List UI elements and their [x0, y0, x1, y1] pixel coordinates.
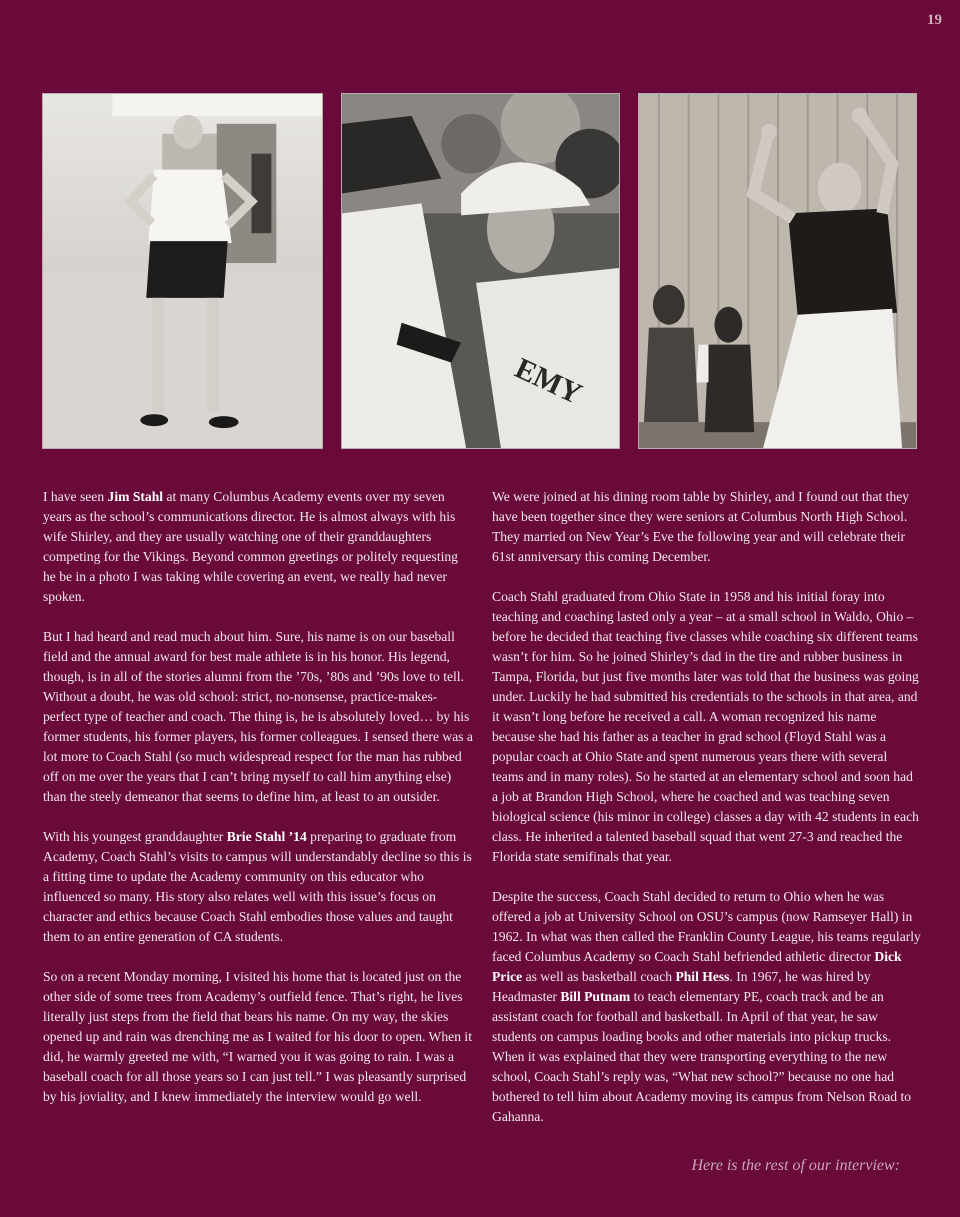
article-paragraph [43, 827, 473, 947]
paragraph-text: Despite the success, Coach Stahl decided to return to Ohio when he was offered a job at University School on OSU’s campus (now Ramseyer Hall) in 1962. In what was then called the Franklin County League, his teams regularly faced Columbus Academy so Coach Stahl befriended athletic director [492, 889, 921, 964]
coach-with-baseball-player-photo [341, 93, 620, 449]
paragraph-text: We were joined at his dining room table by Shirley, and I found out that they have been together since they were seniors at Columbus North High School. They married on New Year’s Eve the following year and will celebrate their 61st anniversary this coming December. [492, 489, 910, 564]
coach-cheering-on-stage-photo [638, 93, 917, 449]
person-name: Brie Stahl ’14 [226, 829, 307, 844]
paragraph-text: preparing to graduate from Academy, Coach Stahl’s visits to campus will understandably decline so this is a fitting time to update the Academy community on this educator who influenced so many. His story also relates well with this issue’s focus on character and ethics because Coach Stahl embodies those values and taught them to an entire generation of CA students. [43, 829, 472, 944]
person-name: Phil Hess [675, 969, 730, 984]
svg-text:EMY: EMY [509, 351, 587, 411]
article-paragraph [492, 587, 922, 867]
paragraph-text: But I had heard and read much about him. Sure, his name is on our baseball field and the annual award for best male athlete is in his honor. His legend, though, is in all of the stories alumni from the ’70s, ’80s and ’90s love to tell. Without a doubt, he was old school: strict, no-nonsense, practice-makes-perfect type of teacher and coach. The thing is, he is absolutely loved… by his former students, his former players, his former colleagues. I sensed there was a lot more to Coach Stahl (so much widespread respect for the man has rubbed off on me over the years that I can’t bring myself to call him anything else) than the steely demeanor that seems to define him, at least to an outsider. [43, 629, 473, 804]
paragraph-text: With his youngest granddaughter [43, 829, 227, 844]
paragraph-text: at many Columbus Academy events over my seven years as the school’s communications director. He is almost always with his wife Shirley, and they are usually watching one of their granddaughters competing for the Vikings. Beyond common greetings or politely requesting he be in a photo I was taking while covering an event, we really had never spoken. [43, 489, 458, 604]
coach-standing-hallway-photo [42, 93, 323, 449]
paragraph-text: . In 1967, he was hired by Headmaster [492, 969, 871, 1004]
person-name: Bill Putnam [560, 989, 631, 1004]
article-left-column [43, 487, 473, 1107]
paragraph-text: Coach Stahl graduated from Ohio State in 1958 and his initial foray into teaching and coaching lasted only a year – at a small school in Waldo, Ohio – before he decided that teaching five classes while coaching six different teams wasn’t for him. So he joined Shirley’s dad in the tire and rubber business in Tampa, Florida, but just five months later was told that the business was going under. Luckily he had submitted his credentials to the schools in that area, and it wasn’t long before he received a call. A woman recognized his name because she had his father as a teacher in grad school (Floyd Stahl was a popular coach at Ohio State and spent numerous years there with several teams and in many roles). So he started at an elementary school and soon had a job at Brandon High School, where he coached and was teaching seven biological science (his minor in college) classes a day with 42 students in each class. He inherited a talented baseball squad that went 27-3 and reached the Florida state semifinals that year. [492, 589, 919, 864]
person-name: Jim Stahl [107, 489, 164, 504]
paragraph-text: I have seen [43, 489, 108, 504]
article-right-column [492, 487, 922, 1127]
article-paragraph [43, 487, 473, 607]
paragraph-text: to teach elementary PE, coach track and be an assistant coach for football and basketball. In April of that year, he saw students on campus loading books and other materials into pickup trucks. When it was explained that they were transporting everything to the new school, Coach Stahl’s reply was, “What new school?” because no one had bothered to tell him about Academy moving its campus from Nelson Road to Gahanna. [492, 989, 912, 1124]
article-paragraph [492, 487, 922, 567]
paragraph-text: So on a recent Monday morning, I visited his home that is located just on the other side of some trees from Academy’s outfield fence. That’s right, he lives literally just steps from the field that bears his name. On my way, the skies opened up and rain was drenching me as I waited for his door to open. When it did, he warmly greeted me with, “I warned you it was going to rain. I was a baseball coach for all those years so I can just tell.” I was pleasantly surprised by his joviality, and I knew immediately the interview would go well. [43, 969, 472, 1104]
paragraph-text: as well as basketball coach [522, 969, 676, 984]
closing-line: Here is the rest of our interview: [691, 1157, 900, 1174]
article-paragraph [492, 887, 922, 1127]
article-paragraph [43, 627, 473, 807]
person-name: Dick Price [492, 949, 902, 984]
page-number: 19 [927, 12, 942, 28]
article-paragraph [43, 967, 473, 1107]
